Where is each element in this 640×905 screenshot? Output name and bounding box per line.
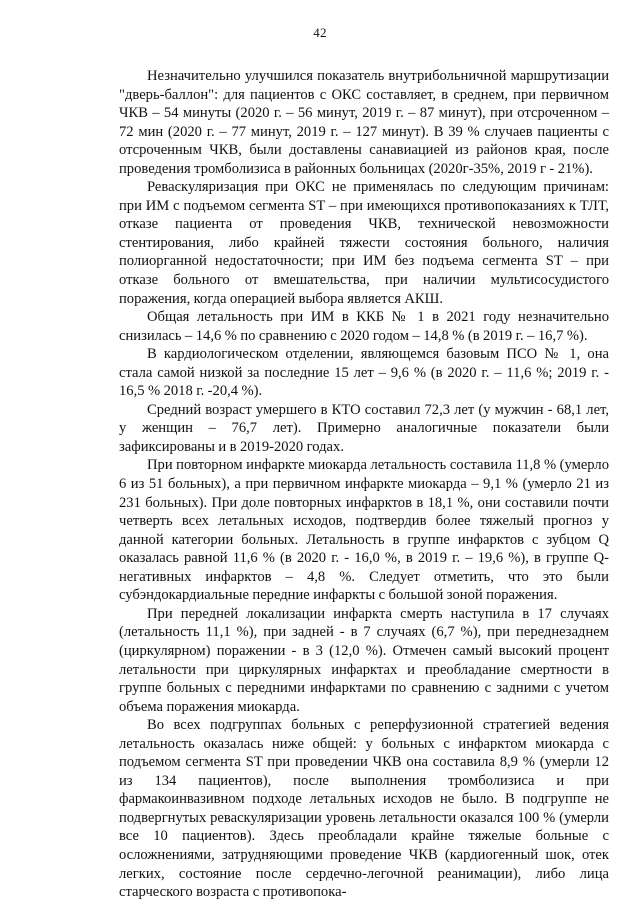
paragraph-repeat-infarction: При повторном инфаркте миокарда летальность составила 11,8 % (умерло 6 из 51 больных), а при первичном инфаркте миокарда – 9,1 % (умерло 21 из 231 больных). При доле повторных инфарктов в 18,1 %, они составили почти четверть всех летальных исходов, подтвердив более тяжелый прогноз у данной категории больных. Летальность в группе инфарктов с зубцом Q оказалась равной 11,6 % (в 2020 г. - 16,0 %, в 2019 г. – 19,6 %), в группе Q-негативных инфарктов – 4,8 %. Следует отметить, что это были субэндокардиальные передние инфаркты с большой зоной поражения. (119, 457, 609, 604)
paragraph-reperfusion-subgroups: Во всех подгруппах больных с реперфузионной стратегией ведения летальность оказалась ниже общей: у больных с инфарктом миокарда с подъемом сегмента ST при проведении ЧКВ она составила 8,9 % (умерли 12 из 134 пациентов), после выполнения тромболизиса и при фармакоинвазивном подходе летальных исходов не было. В подгруппе не подвергнутых реваскуляризации уровень летальности оказался 100 % (умерли все 10 пациентов). Здесь преобладали крайне тяжелые больные с осложнениями, затрудняющими проведение ЧКВ (кардиогенный шок, отек легких, состояние после сердечно-легочной реанимации), либо лица старческого возраста с противопока- (119, 717, 609, 901)
paragraph-overall-mortality: Общая летальность при ИМ в ККБ № 1 в 2021 году незначительно снизилась – 14,6 % по сравнению с 2020 годом – 14,8 % (в 2019 г. – 16,7 %). (119, 309, 609, 344)
paragraph-cardiology-department: В кардиологическом отделении, являющемся базовым ПСО № 1, она стала самой низкой за последние 15 лет – 9,6 % (в 2020 г. – 11,6 %; 2019 г. - 16,5 % 2018 г. -20,4 %). (119, 346, 609, 400)
paragraph-average-age: Средний возраст умершего в КТО составил 72,3 лет (у мужчин - 68,1 лет, у женщин – 76,7 лет). Примерно аналогичные показатели были зафиксированы и в 2019-2020 годах. (119, 401, 609, 455)
paragraph-door-to-balloon: Незначительно улучшился показатель внутрибольничной маршрутизации "дверь-баллон": для пациентов с ОКС составляет, в среднем, при первичном ЧКВ – 54 минуты (2020 г. – 56 минут, 2019 г. – 87 минут), при отсроченном – 72 мин (2020 г. – 77 минут, 2019 г. – 127 минут). В 39 % случаев пациенты с отсроченным ЧКВ, были доставлены санавиацией из районов края, после проведения тромболизиса в районных больницах (2020г-35%, 2019 г - 21%). (119, 68, 609, 177)
paragraph-revascularization-reasons: Реваскуляризация при ОКС не применялась по следующим причинам: при ИМ с подъемом сегмента ST – при имеющихся противопоказаниях к ТЛТ, отказе пациента от проведения ЧКВ, технической невозможности стентирования, либо крайней тяжести состояния больного, наличия полиорганной недостаточности; при ИМ без подъема сегмента ST – при отказе больного от вмешательства, при наличии мультисосудистого поражения, когда операцией выбора является АКШ. (119, 179, 609, 307)
paragraph-localization: При передней локализации инфаркта смерть наступила в 17 случаях (летальность 11,1 %), при задней - в 7 случаях (6,7 %), при переднезаднем (циркулярном) поражении - в 3 (12,0 %). Отмечен самый высокий процент летальности при циркулярных инфарктах и преобладание смертности в группе больных с передними инфарктами по сравнению с задними с учетом объема поражения миокарда. (119, 605, 609, 715)
body-text (119, 67, 609, 902)
page-number: 42 (313, 25, 327, 40)
